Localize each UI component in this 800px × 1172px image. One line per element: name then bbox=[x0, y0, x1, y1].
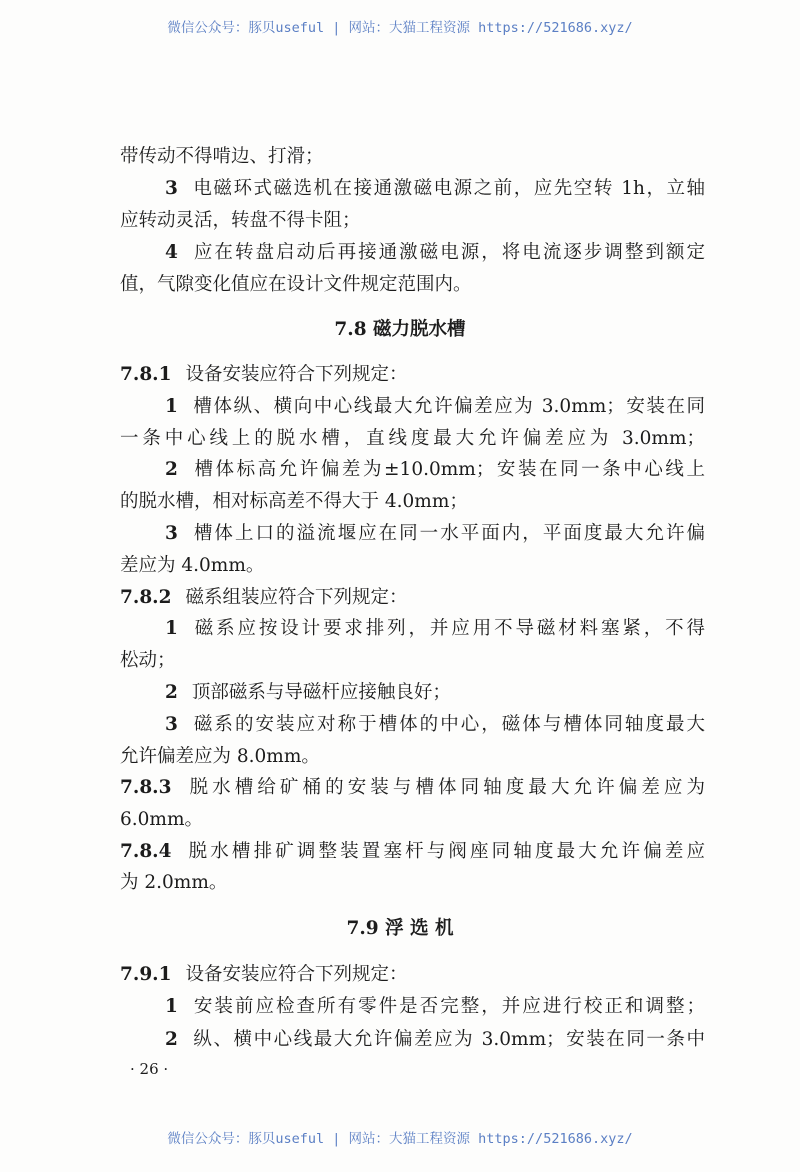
text-line bbox=[120, 808, 705, 832]
line-text: 松动； bbox=[120, 650, 176, 671]
line-text: 值，气隙变化值应在设计文件规定范围内。 bbox=[120, 274, 472, 295]
item-number: 3 bbox=[165, 178, 178, 199]
text-line bbox=[120, 395, 705, 419]
clause-line bbox=[120, 776, 705, 800]
clause-number: 7.8.3 bbox=[120, 777, 172, 798]
line-text: 安装前应检查所有零件是否完整，并应进行校正和调整； bbox=[191, 996, 705, 1017]
line-text: 应转动灵活，转盘不得卡阻； bbox=[120, 210, 361, 231]
item-number: 1 bbox=[165, 396, 178, 417]
text-line bbox=[120, 554, 705, 578]
item-number: 1 bbox=[165, 996, 178, 1017]
line-text: 顶部磁系与导磁杆应接触良好； bbox=[191, 682, 451, 703]
page-number: · 26 · bbox=[130, 1060, 169, 1078]
text-line bbox=[120, 649, 705, 673]
line-text: 为 2.0mm。 bbox=[120, 872, 228, 893]
line-text: 允许偏差应为 8.0mm。 bbox=[120, 746, 320, 767]
clause-number: 7.8.4 bbox=[120, 841, 172, 862]
line-text: 槽体上口的溢流堰应在同一水平面内，平面度最大允许偏 bbox=[191, 523, 705, 544]
watermark-top: 微信公众号：豚贝useful | 网站：大猫工程资源 https://521686.xyz/ bbox=[167, 20, 633, 36]
text-line bbox=[120, 617, 705, 641]
item-number: 2 bbox=[165, 459, 178, 480]
text-line bbox=[120, 273, 705, 297]
line-text: 磁系应按设计要求排列，并应用不导磁材料塞紧，不得 bbox=[191, 618, 705, 639]
line-text: 带传动不得啃边、打滑； bbox=[120, 146, 324, 167]
text-line bbox=[120, 713, 705, 737]
item-number: 4 bbox=[165, 242, 178, 263]
text-line bbox=[120, 1028, 705, 1052]
line-text: 差应为 4.0mm。 bbox=[120, 555, 265, 576]
line-text: 脱水槽排矿调整装置塞杆与阀座同轴度最大允许偏差应 bbox=[185, 841, 705, 862]
clause-line bbox=[120, 840, 705, 864]
line-text: 磁系的安装应对称于槽体的中心，磁体与槽体同轴度最大 bbox=[191, 714, 705, 735]
line-text: 6.0mm。 bbox=[120, 809, 204, 830]
clause-number: 7.9.1 bbox=[120, 964, 172, 985]
line-text: 设备安装应符合下列规定： bbox=[185, 364, 408, 385]
line-text: 槽体纵、横向中心线最大允许偏差应为 3.0mm；安装在同 bbox=[191, 396, 705, 417]
text-line bbox=[120, 871, 705, 895]
text-line bbox=[120, 241, 705, 265]
text-line bbox=[120, 522, 705, 546]
item-number: 1 bbox=[165, 618, 178, 639]
clause-number: 7.8.1 bbox=[120, 364, 172, 385]
clause-line bbox=[120, 363, 705, 387]
line-text: 一条中心线上的脱水槽，直线度最大允许偏差应为 3.0mm； bbox=[120, 428, 705, 449]
text-line bbox=[120, 681, 705, 705]
line-text: 电磁环式磁选机在接通激磁电源之前，应先空转 1h，立轴 bbox=[191, 178, 705, 199]
line-text: 脱水槽给矿桶的安装与槽体同轴度最大允许偏差应为 bbox=[185, 777, 705, 798]
section-heading-7-9: 7.9 浮 选 机 bbox=[346, 918, 454, 939]
item-number: 2 bbox=[165, 682, 178, 703]
item-number: 2 bbox=[165, 1029, 178, 1050]
clause-number: 7.8.2 bbox=[120, 587, 172, 608]
item-number: 3 bbox=[165, 523, 178, 544]
text-line bbox=[120, 995, 705, 1019]
text-line bbox=[120, 490, 705, 514]
text-line bbox=[120, 427, 705, 451]
line-text: 槽体标高允许偏差为±10.0mm；安装在同一条中心线上 bbox=[191, 459, 705, 480]
line-text: 的脱水槽，相对标高差不得大于 4.0mm； bbox=[120, 491, 468, 512]
text-line bbox=[120, 458, 705, 482]
line-text: 设备安装应符合下列规定： bbox=[185, 964, 408, 985]
text-line bbox=[120, 145, 705, 169]
line-text: 应在转盘启动后再接通激磁电源，将电流逐步调整到额定 bbox=[191, 242, 705, 263]
section-heading-7-8: 7.8 磁力脱水槽 bbox=[334, 319, 466, 340]
clause-line bbox=[120, 963, 705, 987]
text-line bbox=[120, 209, 705, 233]
text-line bbox=[120, 177, 705, 201]
watermark-bottom: 微信公众号：豚贝useful | 网站：大猫工程资源 https://521686.xyz/ bbox=[167, 1131, 633, 1147]
text-line bbox=[120, 745, 705, 769]
item-number: 3 bbox=[165, 714, 178, 735]
line-text: 磁系组装应符合下列规定： bbox=[185, 587, 408, 608]
clause-line bbox=[120, 586, 705, 610]
line-text: 纵、横中心线最大允许偏差应为 3.0mm；安装在同一条中 bbox=[191, 1029, 705, 1050]
